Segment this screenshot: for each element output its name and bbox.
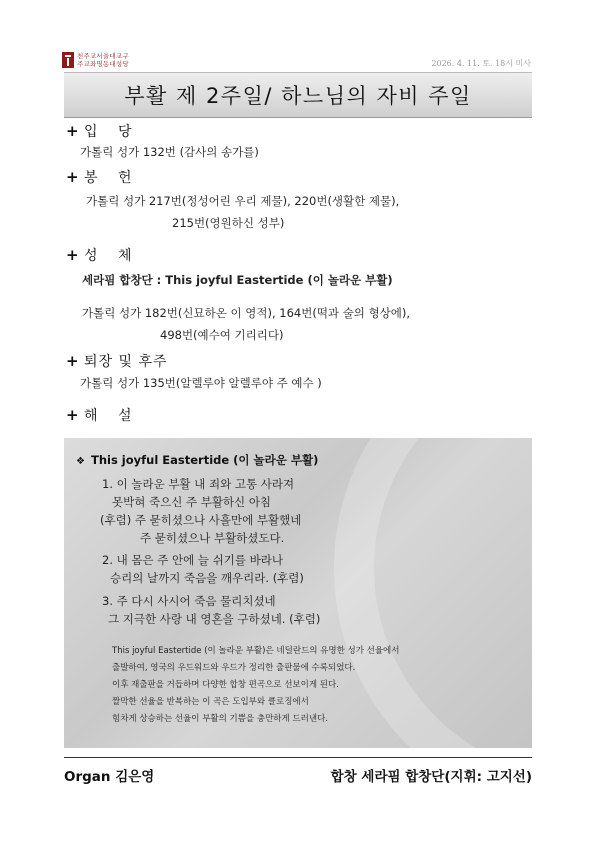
offertory-hymn-2: 215번(영원하신 성부) (172, 216, 285, 230)
commentary-note: 이후 재출판을 거듭하며 다양한 합창 편곡으로 선보이게 된다. (112, 680, 339, 690)
communion-hymn-2: 498번(예수여 기리리다) (160, 328, 284, 342)
verse-line: 1. 이 놀라운 부활 내 죄와 고통 사라져 (102, 477, 295, 491)
choir-credit: 합창 세라핌 합창단(지휘: 고지선) (330, 769, 532, 785)
commentary-note: This joyful Eastertide (이 놀라운 부활)은 네덜란드의 유명한 성가 선율에서 (112, 646, 400, 656)
communion-choir-piece: 세라핌 합창단 : This joyful Eastertide (이 놀라운 부활) (82, 273, 393, 287)
cathedral-logo-icon (62, 52, 74, 68)
section-commentary-heading (66, 405, 140, 425)
cathedral-logo (62, 52, 129, 68)
verse-line: 주 묻히셨으나 부활하셨도다. (140, 531, 285, 545)
section-offertory-title: 봉 헌 (84, 170, 140, 186)
cross-icon: + (66, 168, 79, 186)
explanation-box (64, 438, 532, 748)
logo-line1: 천주교서울대교구 (77, 52, 129, 60)
section-entrance-title: 입 당 (84, 124, 140, 140)
section-communion-title: 성 체 (84, 248, 140, 264)
footer-divider (64, 757, 532, 758)
verse-line: 그 지극한 사랑 내 영혼을 구하셨네. (후렴) (108, 612, 321, 626)
verse-line: 못박혀 죽으신 주 부활하신 아침 (112, 495, 272, 509)
section-recessional-title: 퇴장 및 후주 (84, 354, 168, 370)
organist-credit: Organ 김은영 (64, 769, 155, 785)
explanation-heading (76, 452, 318, 468)
section-recessional-heading (66, 351, 168, 371)
commentary-note: 힘차게 상승하는 선율이 부활의 기쁨을 충만하게 드러낸다. (112, 714, 328, 724)
diamond-bullet-icon: ❖ (76, 456, 85, 467)
cross-icon: + (66, 122, 79, 140)
commentary-note: 출발하여, 영국의 우드워드와 우드가 정리한 출판물에 수록되었다. (112, 663, 356, 673)
page-title: 부활 제 2주일/ 하느님의 자비 주일 (124, 84, 472, 108)
verse-line: 2. 내 몸은 주 안에 늘 쉬기를 바라나 (102, 553, 283, 567)
section-entrance-heading (66, 121, 140, 141)
verse-line: 3. 주 다시 사시어 죽음 물리치셨네 (102, 594, 276, 608)
cross-icon: + (66, 246, 79, 264)
decorative-swoosh (334, 438, 532, 748)
cross-icon: + (66, 406, 79, 424)
cross-icon: + (66, 352, 79, 370)
verse-line: (후렴) 주 묻히셨으나 사흘만에 부활했네 (100, 513, 302, 527)
logo-line2: 주교좌명동대성당 (77, 60, 129, 68)
section-communion-heading (66, 245, 140, 265)
recessional-hymn: 가톨릭 성가 135번(알렐루야 알렐루야 주 예수 ) (80, 376, 322, 390)
commentary-note: 짤막한 선율을 반복하는 이 곡은 도입부와 클로징에서 (112, 697, 309, 707)
title-banner (64, 72, 532, 118)
communion-hymn-1: 가톨릭 성가 182번(신묘하온 이 영적), 164번(떡과 술의 형상에), (82, 306, 411, 320)
offertory-hymn-1: 가톨릭 성가 217번(정성어린 우리 제물), 220번(생활한 제물), (86, 194, 400, 208)
entrance-hymn: 가톨릭 성가 132번 (감사의 송가를) (80, 145, 259, 159)
section-commentary-title: 해 설 (84, 408, 140, 424)
mass-date: 2026. 4. 11. 토. 18시 미사 (431, 59, 531, 68)
explanation-title: This joyful Eastertide (이 놀라운 부활) (90, 453, 319, 467)
section-offertory-heading (66, 167, 140, 187)
verse-line: 승리의 날까지 죽음을 깨우리라. (후렴) (110, 571, 304, 585)
